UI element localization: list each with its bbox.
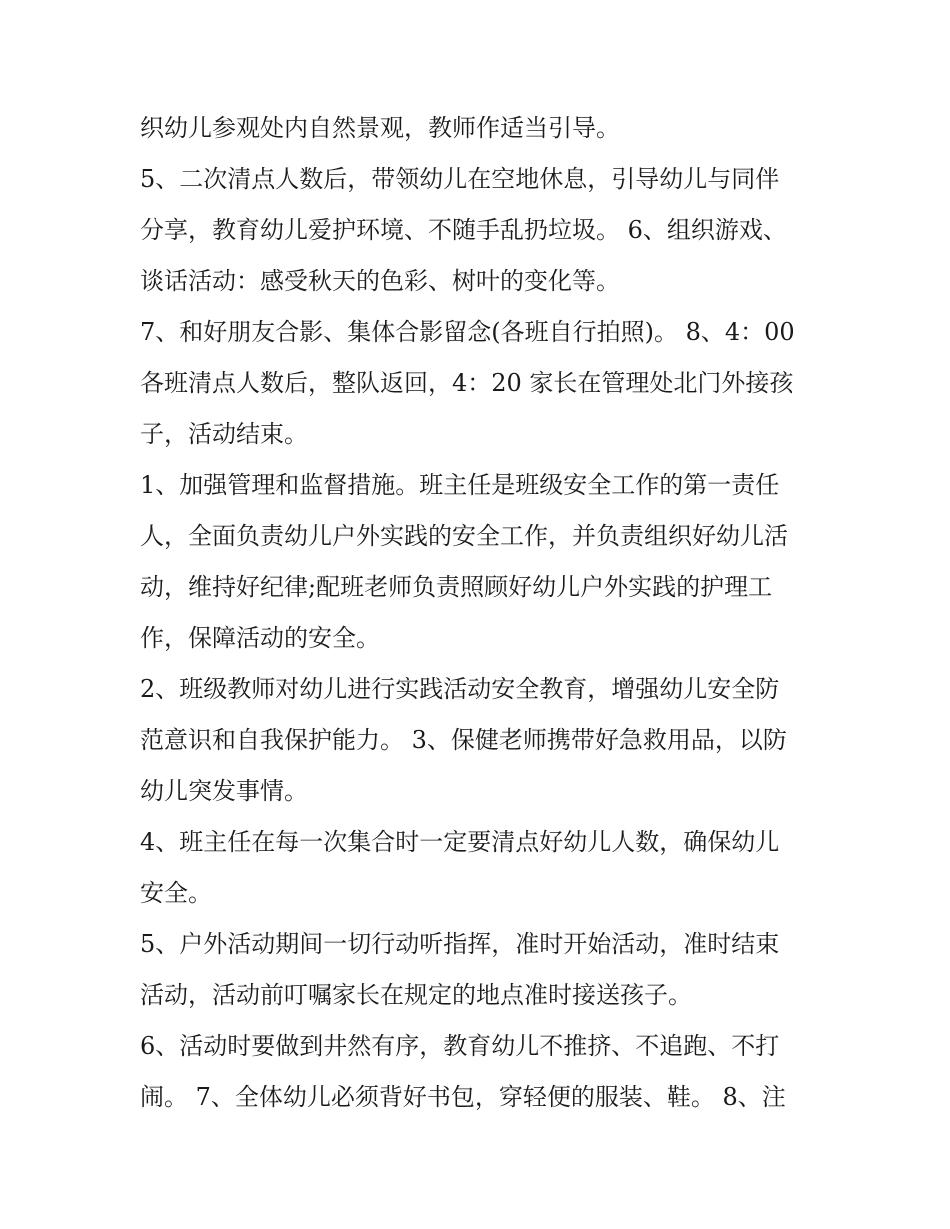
text-line: 6、活动时要做到井然有序，教育幼儿不推挤、不追跑、不打 <box>140 1032 780 1060</box>
text-line: 分享，教育幼儿爱护环境、不随手乱扔垃圾。 6、组织游戏、 <box>140 216 787 244</box>
text-line: 幼儿突发事情。 <box>140 777 308 805</box>
text-line: 1、加强管理和监督措施。班主任是班级安全工作的第一责任 <box>140 471 780 499</box>
text-line: 5、二次清点人数后，带领幼儿在空地休息，引导幼儿与同伴 <box>140 165 780 193</box>
text-line: 织幼儿参观处内自然景观，教师作适当引导。 <box>140 114 620 142</box>
text-line: 7、和好朋友合影、集体合影留念(各班自行拍照)。 8、4：00 <box>140 318 795 346</box>
text-line: 动，维持好纪律;配班老师负责照顾好幼儿户外实践的护理工 <box>140 573 773 601</box>
text-line: 人，全面负责幼儿户外实践的安全工作，并负责组织好幼儿活 <box>140 522 788 550</box>
text-line: 活动，活动前叮嘱家长在规定的地点准时接送孩子。 <box>140 981 692 1009</box>
text-line: 4、班主任在每一次集合时一定要清点好幼儿人数，确保幼儿 <box>140 828 780 856</box>
text-line: 子，活动结束。 <box>140 420 308 448</box>
text-line: 各班清点人数后，整队返回，4：20 家长在管理处北门外接孩 <box>140 369 794 397</box>
text-line: 谈话活动：感受秋天的色彩、树叶的变化等。 <box>140 267 620 295</box>
text-line: 2、班级教师对幼儿进行实践活动安全教育，增强幼儿安全防 <box>140 675 780 703</box>
text-line: 5、户外活动期间一切行动听指挥，准时开始活动，准时结束 <box>140 930 780 958</box>
text-line: 安全。 <box>140 879 212 907</box>
text-line: 闹。 7、全体幼儿必须背好书包，穿轻便的服装、鞋。 8、注 <box>140 1083 786 1111</box>
text-line: 作，保障活动的安全。 <box>140 624 380 652</box>
text-line: 范意识和自我保护能力。 3、保健老师携带好急救用品，以防 <box>140 726 787 754</box>
